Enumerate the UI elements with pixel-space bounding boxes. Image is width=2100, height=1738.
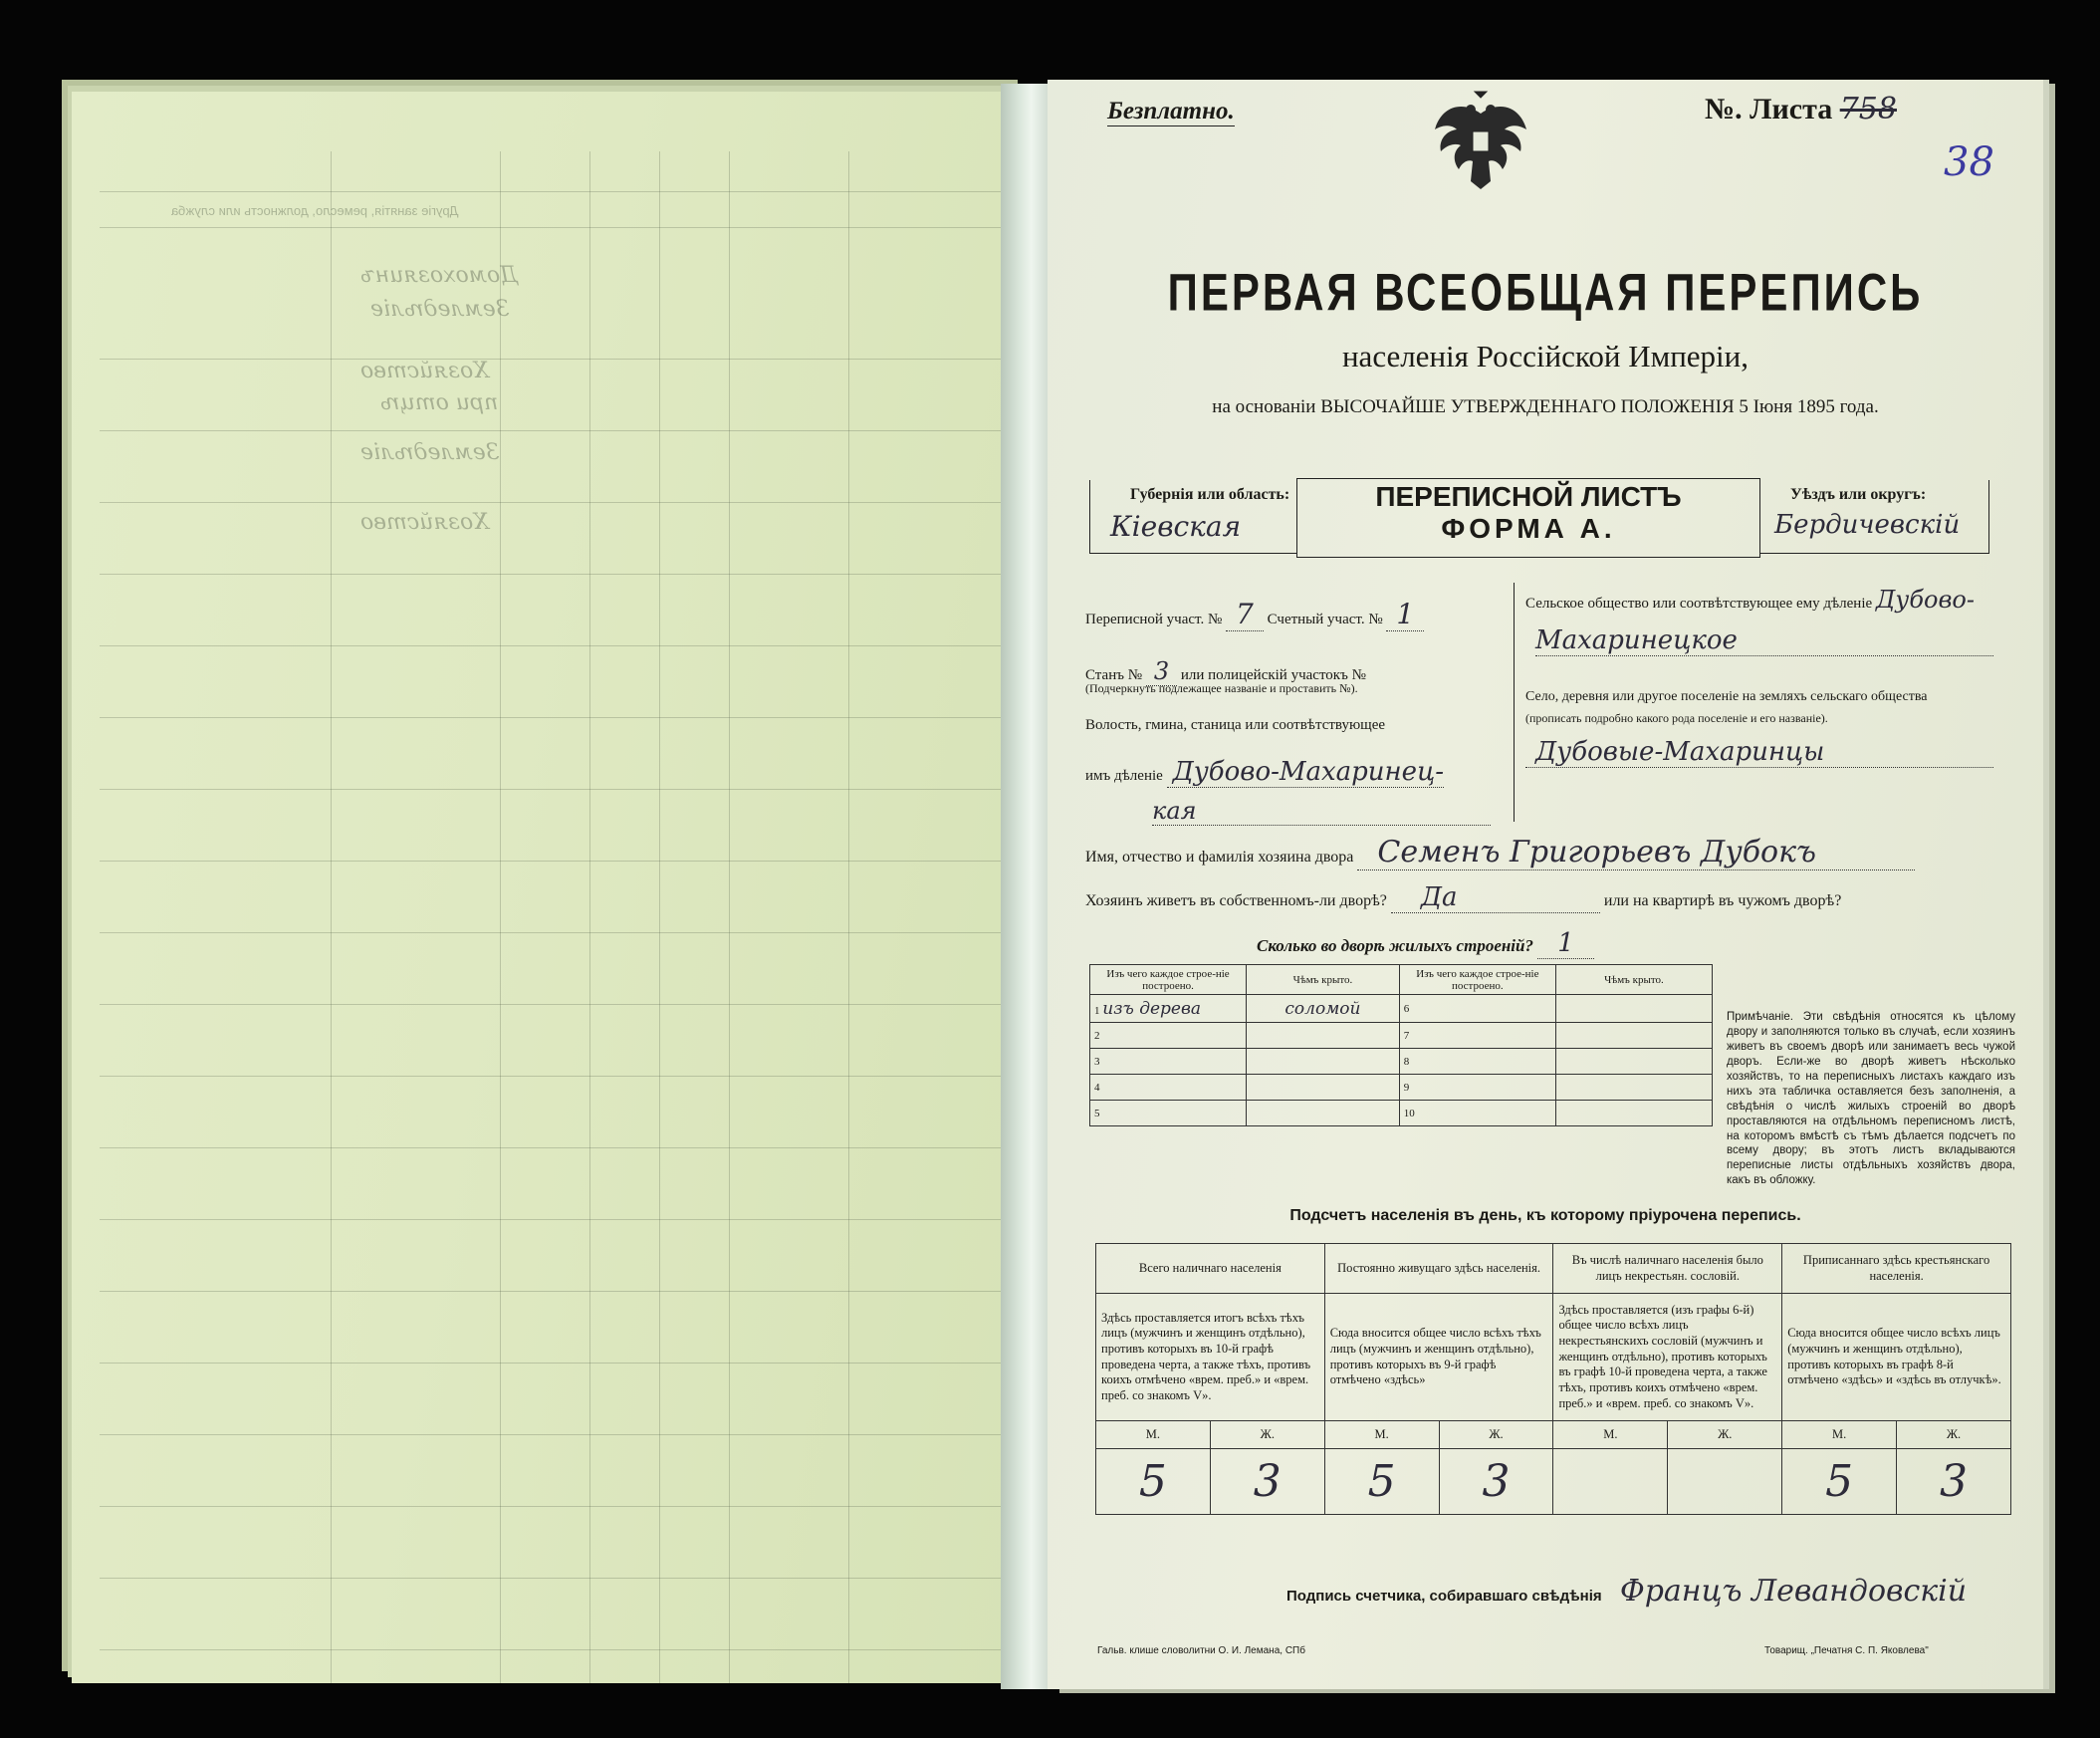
female-label: Ж. [1897,1421,2011,1449]
footer-right: Товарищ. „Печатня С. П. Яковлева" [1764,1645,1929,1656]
society-value-line2: Махаринецкое [1535,625,1993,656]
summary-col-header: Постоянно живущаго здѣсь населенія. [1324,1244,1553,1294]
ghost-rule [100,430,1028,431]
male-label: М. [1782,1421,1897,1449]
buildings-row-2 [1090,1023,1713,1049]
row-number: 7 [1403,1029,1410,1042]
registered-peasant-female-count: 3 [1897,1449,2011,1515]
summary-col-header: Въ числѣ наличнаго населенія было лицъ некрестьян. сословій. [1553,1244,1782,1294]
volost-value-line1: Дубово-Махаринец- [1167,757,1444,788]
volost-label: Волость, гмина, станица или соотвѣтствующее [1085,717,1386,733]
col-material-header: Изъ чего каждое строе-ніе построено. [1090,965,1247,995]
owner-value: Семенъ Григорьевъ Дубокъ [1357,835,1915,870]
ghost-handwriting: Домохозяинъ [360,263,519,288]
row-number: 6 [1403,1002,1410,1015]
village-value: Дубовые-Махаринцы [1525,737,1993,768]
footer-left: Гальв. клише словолитни О. И. Лемана, СПб [1097,1645,1305,1656]
row-number: 4 [1094,1081,1100,1094]
ghost-rule [100,359,1028,360]
imperial-eagle-emblem [1431,86,1530,195]
female-label: Ж. [1668,1421,1782,1449]
form-title-line1: ПЕРЕПИСНОЙ ЛИСТЪ [1375,481,1682,512]
row-number: 8 [1403,1055,1410,1068]
building-roof: соломой [1284,998,1361,1019]
buildings-note: Примѣчаніе. Эти свѣдѣнія относятся къ цѣлому двору и заполняются только въ случаѣ, если хозяинъ живетъ въ своемъ дворѣ или занимаетъ весь чужой дворъ. Если-же во дворѣ живетъ нѣсколько хозяйствъ, то на переписныхъ листахъ каждаго изъ нихъ эта табличка оставляется безъ заполненія, а свѣдѣнія о числѣ жилыхъ строеній во дворѣ проставляются на отдѣльномъ переписномъ листѣ, на которомъ вмѣстѣ съ тѣмъ дѣлается подсчетъ по всему двору; въ этотъ листъ вкладываются переписные листы отдѣльныхъ хозяйствъ двора, какъ въ обложку. [1727,1011,2015,1187]
ghost-column-rule [500,151,501,1683]
counting-district-value: 1 [1386,598,1424,631]
row-number: 1 [1094,1004,1100,1017]
volost-row [1085,757,1494,787]
form-title-box [1296,478,1760,558]
summary-col-header: Всего наличнаго населенія [1096,1244,1325,1294]
signature-row [1286,1574,2003,1609]
female-label: Ж. [1210,1421,1324,1449]
ghost-rule [100,861,1028,862]
ghost-column-rule [659,151,660,1683]
owner-row [1085,835,2001,870]
ghost-rule [100,1291,1028,1292]
row-number: 3 [1094,1055,1100,1068]
counting-district-label: Счетный участ. № [1267,612,1383,627]
building-material: изъ дерева [1102,998,1202,1019]
buildings-row-4 [1090,1075,1713,1101]
census-basis: на основаніи ВЫСОЧАЙШЕ УТВЕРЖДЕННАГО ПОЛОЖЕНІЯ 5 Іюня 1895 года. [1212,396,1879,417]
resident-male-count: 5 [1324,1449,1439,1515]
ghost-rule [100,574,1028,575]
ghost-rule [100,191,1028,192]
ghost-header-text: Другіе занятія, ремесло, должность или служба [171,203,459,218]
uezd-box [1760,480,1989,554]
summary-col-desc: Здѣсь проставляется итогъ всѣхъ тѣхъ лицъ (мужчинъ и женщинъ отдѣльно), противъ которыхъ въ 10-й графѣ проведена черта, а также тѣхъ, противъ коихъ отмѣчено «врем. преб.» и «врем. преб. со знакомъ V». [1096,1294,1325,1421]
society-label: Сельское общество или соотвѣтствующее ему дѣленіе [1525,596,1873,612]
nonpeasant-female-count [1668,1449,1782,1515]
col-roof-header: Чѣмъ крыто. [1555,965,1712,995]
buildings-value: 1 [1537,928,1594,959]
ghost-rule [100,789,1028,790]
own-yard-value: Да [1391,882,1600,913]
left-page [72,92,1028,1683]
form-title-line2: ФОРМА А. [1441,513,1616,544]
buildings-row-5 [1090,1101,1713,1126]
col-material-header: Изъ чего каждое строе-ніе построено. [1399,965,1555,995]
guberniya-value: Кіевская [1110,510,1242,543]
census-form-page [1048,80,2043,1689]
residence-row [1085,882,2001,913]
ghost-rule [100,717,1028,718]
buildings-row-3 [1090,1049,1713,1075]
ghost-rule [100,502,1028,503]
census-district-value: 7 [1226,598,1264,631]
ghost-rule [100,227,1028,228]
column-divider [1514,583,1515,822]
total-female-count: 3 [1210,1449,1324,1515]
census-district-row [1085,598,1504,630]
summary-col-header: Приписаннаго здѣсь крестьянскаго населенія. [1782,1244,2011,1294]
society-row [1525,586,2003,614]
buildings-table [1089,964,1713,1126]
ghost-column-rule [589,151,590,1683]
volost-value-line2: кая [1152,797,1491,826]
male-label: М. [1096,1421,1211,1449]
own-yard-label: Хозяинъ живетъ въ собственномъ-ли дворѣ? [1085,892,1387,909]
buildings-row-1 [1090,995,1713,1023]
ghost-column-rule [331,151,332,1683]
ghost-rule [100,1434,1028,1435]
archive-number: 38 [1944,139,1994,185]
sheet-number-prefix: №. Листа [1705,93,1833,125]
uezd-label: Уѣздъ или округъ: [1790,486,1927,503]
ghost-rule [100,1076,1028,1077]
summary-col-desc: Сюда вносится общее число всѣхъ лицъ (мужчинъ и женщинъ отдѣльно), противъ которыхъ въ графѣ 8-й отмѣчено «здѣсь» и «здѣсь въ отлучкѣ». [1782,1294,2011,1421]
sheet-number-label [1705,92,1897,126]
male-label: М. [1553,1421,1668,1449]
ghost-handwriting: при отцѣ [380,390,499,415]
owner-label: Имя, отчество и фамилія хозяина двора [1085,849,1354,866]
female-label: Ж. [1439,1421,1553,1449]
police-district-label: или полицейскій участокъ № [1180,667,1366,683]
registered-peasant-male-count: 5 [1782,1449,1897,1515]
stan-note: (Подчеркнуть подлежащее названіе и проставить №). [1085,681,1358,695]
guberniya-box [1089,480,1296,554]
census-subtitle: населенія Россійской Имперіи, [1341,339,1750,373]
row-number: 5 [1094,1107,1100,1119]
village-note: (прописать подробно какого рода поселеніе и его названіе). [1525,711,1828,725]
male-label: М. [1324,1421,1439,1449]
ghost-column-rule [729,151,730,1683]
census-title: ПЕРВАЯ ВСЕОБЩАЯ ПЕРЕПИСЬ [1167,263,1924,322]
ghost-rule [100,1004,1028,1005]
ghost-rule [100,1147,1028,1148]
summary-col-desc: Сюда вносится общее число всѣхъ тѣхъ лицъ (мужчинъ и женщинъ отдѣльно), противъ которыхъ въ 9-й графѣ отмѣчено «здѣсь» [1324,1294,1553,1421]
ghost-handwriting: Земледѣліе [370,297,510,322]
stan-label: Станъ № [1085,667,1143,683]
ghost-rule [100,645,1028,646]
ghost-column-rule [848,151,849,1683]
nonpeasant-male-count [1553,1449,1668,1515]
ghost-rule [100,1578,1028,1579]
ghost-handwriting: Земледѣліе [360,440,500,465]
village-label: Село, деревня или другое поселеніе на земляхъ сельскаго общества [1525,689,1928,704]
resident-female-count: 3 [1439,1449,1553,1515]
signature-label: Подпись счетчика, собиравшаго свѣдѣнія [1286,1588,1602,1605]
enumerator-signature: Францъ Левандовскій [1619,1574,1968,1609]
col-roof-header: Чѣмъ крыто. [1247,965,1400,995]
uezd-value: Бердичевскій [1774,510,1961,540]
sheet-number-value: 758 [1839,92,1897,126]
population-summary-table [1095,1243,2011,1515]
ghost-handwriting: Хозяйство [360,510,489,535]
row-number: 10 [1403,1107,1415,1119]
volost-label2: имъ дѣленіе [1085,768,1163,784]
ghost-rule [100,1363,1028,1364]
buildings-label: Сколько во дворѣ жилыхъ строеній? [1257,936,1533,955]
census-district-label: Переписной участ. № [1085,612,1223,627]
ghost-rule [100,1219,1028,1220]
buildings-row [1257,928,1594,958]
stan-value: 3 [1146,657,1177,686]
ghost-rule [100,1649,1028,1650]
guberniya-label: Губернія или область: [1130,486,1290,503]
summary-title: Подсчетъ населенія въ день, къ которому пріурочена перепись. [1289,1207,1801,1224]
ghost-rule [100,932,1028,933]
society-value-line1: Дубово- [1875,586,1975,614]
ghost-rule [100,1506,1028,1507]
total-male-count: 5 [1096,1449,1211,1515]
summary-col-desc: Здѣсь проставляется (изъ графы 6-й) общее число всѣхъ лицъ некрестьянскихъ сословій (мужчинъ и женщинъ отдѣльно), противъ которыхъ въ графѣ 10-й проведена черта, а также тѣхъ, противъ коихъ отмѣчено «врем. преб.» и «врем. преб. со знакомъ V». [1553,1294,1782,1421]
free-label: Безплатно. [1107,98,1235,124]
rented-label: или на квартирѣ въ чужомъ дворѣ? [1603,892,1842,909]
row-number: 2 [1094,1029,1100,1042]
row-number: 9 [1403,1081,1410,1094]
ghost-handwriting: Хозяйство [360,359,489,383]
